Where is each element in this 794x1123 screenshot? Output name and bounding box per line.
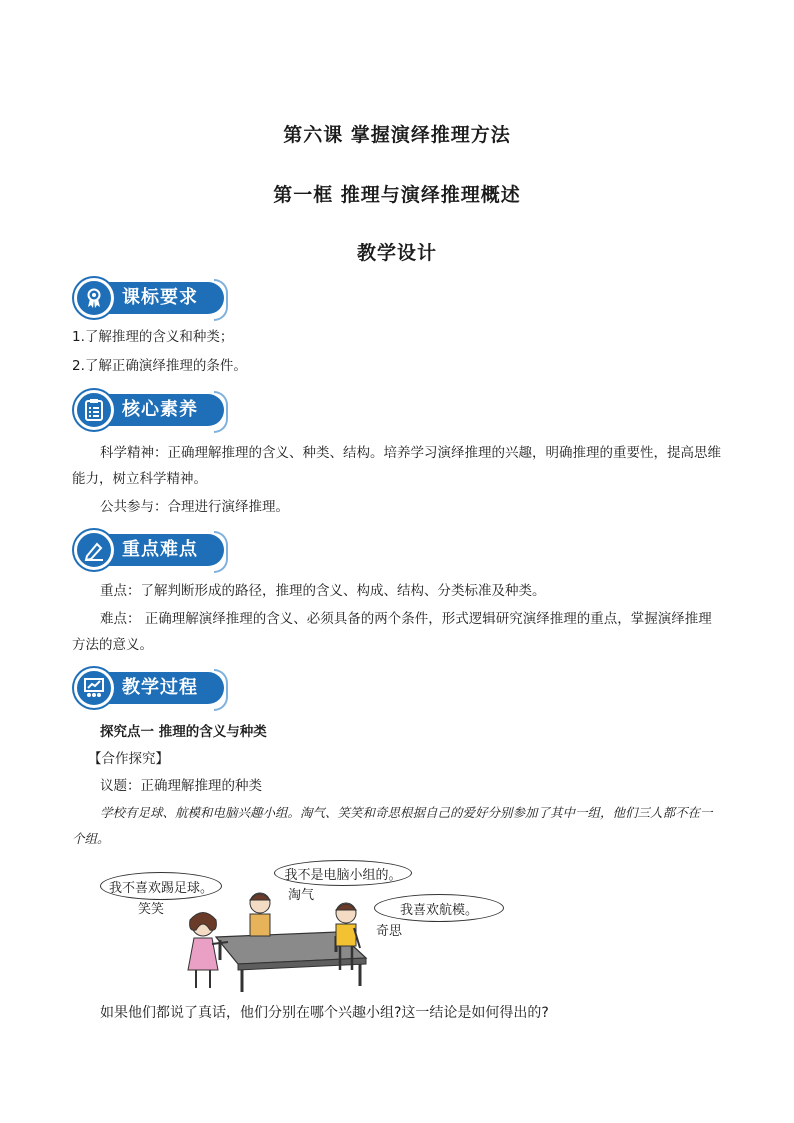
topic-line: 议题：正确理解推理的种类: [100, 778, 262, 794]
key-point: 重点：了解判断形成的路径，推理的含义、构成、结构、分类标准及种类。: [100, 583, 546, 599]
speech-bubble-1: 我不喜欢踢足球。: [100, 872, 222, 900]
presentation-chart-icon: [74, 668, 114, 708]
cooperative-inquiry: 【合作探究】: [88, 751, 169, 767]
pencil-icon: [74, 530, 114, 570]
checklist-icon: [74, 390, 114, 430]
literacy-public: 公共参与：合理进行演绎推理。: [100, 499, 289, 515]
lesson-title: 第六课 掌握演绎推理方法: [283, 124, 511, 146]
requirement-1: 1.了解推理的含义和种类；: [72, 329, 234, 345]
banner-label: 核心素养: [122, 399, 198, 420]
banner-label: 课标要求: [122, 287, 198, 308]
banner-label: 教学过程: [122, 677, 198, 698]
banner-process: [74, 668, 228, 708]
design-title: 教学设计: [356, 242, 437, 264]
speech-bubble-2: 我不是电脑小组的。: [274, 860, 412, 886]
name-taoqi: 淘气: [288, 888, 315, 903]
illustration: [98, 860, 518, 995]
banner-curriculum: [74, 278, 228, 318]
requirement-2: 2.了解正确演绎推理的条件。: [72, 358, 247, 374]
banner-literacy: [74, 390, 228, 430]
point-1-heading: 探究点一 推理的含义与种类: [100, 724, 267, 740]
banner-label: 重点难点: [122, 539, 198, 560]
literacy-science: 科学精神：正确理解推理的含义、种类、结构。培养学习演绎推理的兴趣，明确推理的重要性，提高思维能力，树立科学精神。: [72, 445, 721, 487]
award-icon: [74, 278, 114, 318]
speech-bubble-3: 我喜欢航模。: [374, 894, 504, 922]
section-title: 第一框 推理与演绎推理概述: [273, 184, 521, 206]
name-xiaoxiao: 笑笑: [138, 902, 165, 917]
story-text: 学校有足球、航模和电脑兴趣小组。淘气、笑笑和奇思根据自己的爱好分别参加了其中一组，他们三人都不在一个组。: [72, 805, 713, 846]
question-text: 如果他们都说了真话，他们分别在哪个兴趣小组?这一结论是如何得出的?: [100, 1005, 549, 1021]
name-qisi: 奇思: [376, 924, 403, 939]
banner-keypoints: [74, 530, 228, 570]
difficult-point: 难点： 正确理解演绎推理的含义、必须具备的两个条件，形式逻辑研究演绎推理的重点，掌握演绎推理方法的意义。: [72, 611, 712, 653]
